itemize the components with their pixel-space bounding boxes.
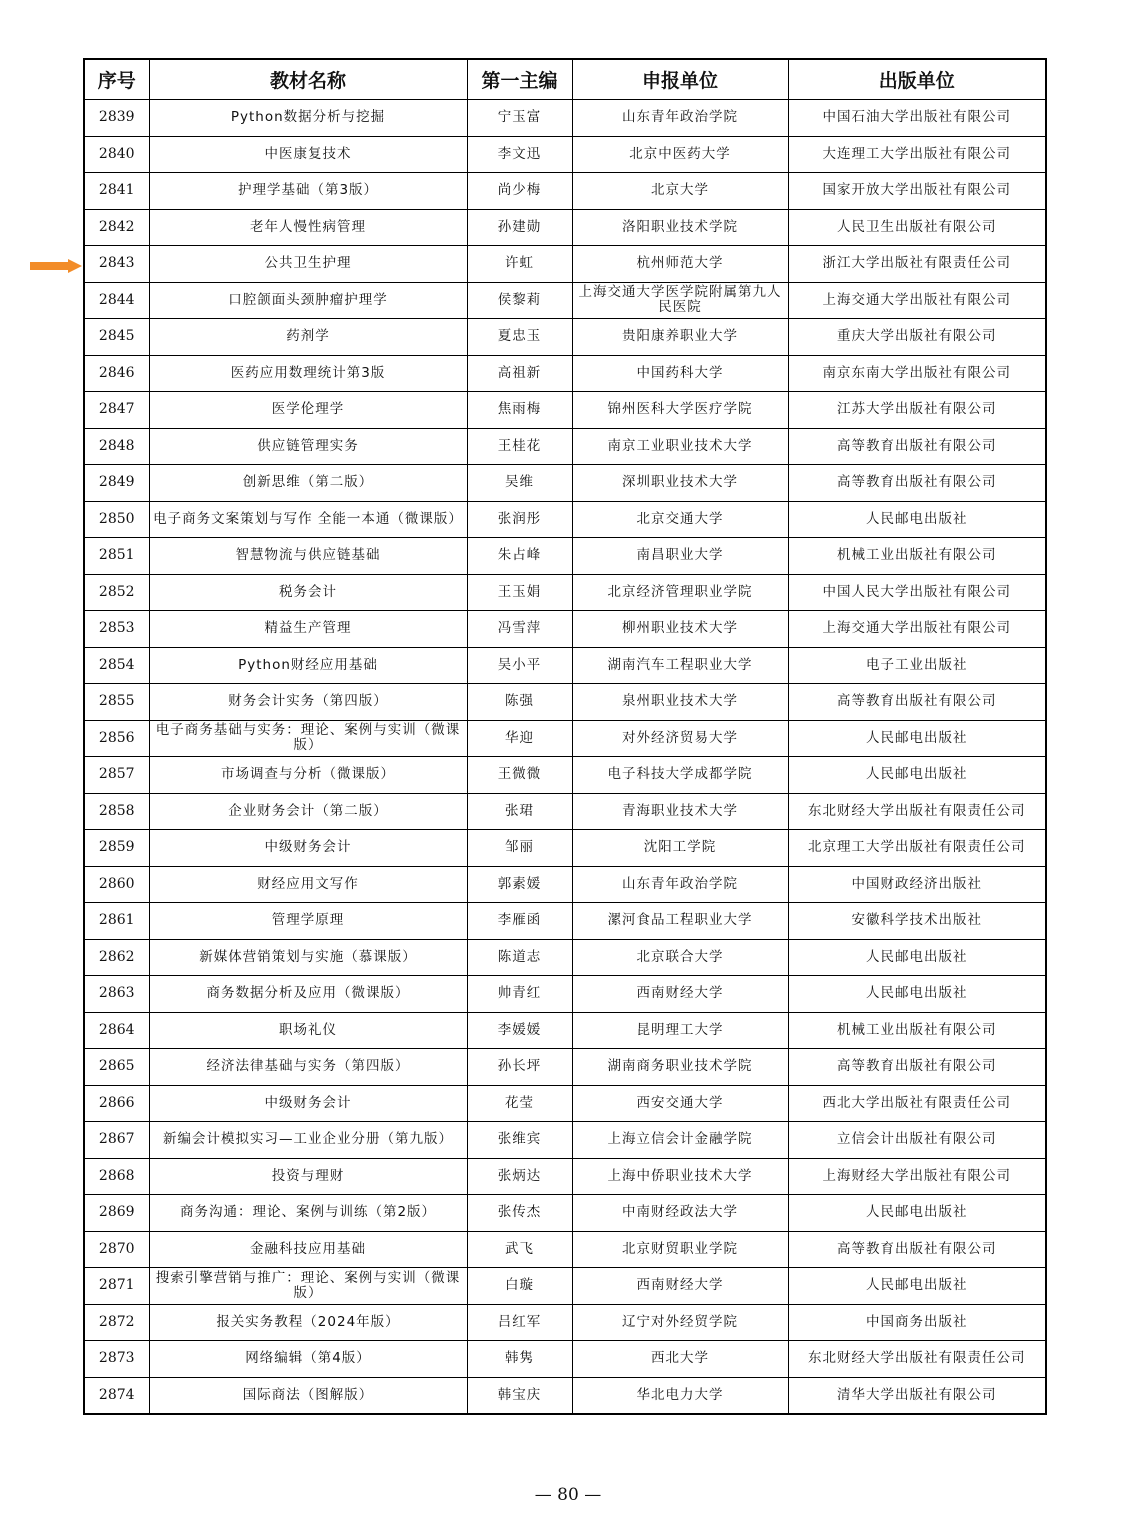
table-row xyxy=(84,282,1046,319)
cell-publisher: 江苏大学出版社有限公司 xyxy=(788,392,1046,429)
cell-editor: 李文迅 xyxy=(467,136,572,173)
cell-editor: 花莹 xyxy=(467,1085,572,1122)
cell-publisher: 南京东南大学出版社有限公司 xyxy=(788,355,1046,392)
cell-seq: 2872 xyxy=(84,1304,149,1341)
cell-applicant: 山东青年政治学院 xyxy=(572,100,788,137)
cell-editor: 王微微 xyxy=(467,757,572,794)
table-row xyxy=(84,1195,1046,1232)
cell-editor: 白璇 xyxy=(467,1268,572,1305)
table-row xyxy=(84,1122,1046,1159)
cell-title: 口腔颌面头颈肿瘤护理学 xyxy=(149,282,467,319)
cell-applicant: 中南财经政法大学 xyxy=(572,1195,788,1232)
cell-applicant: 上海交通大学医学院附属第九人民医院 xyxy=(572,282,788,319)
cell-editor: 帅青红 xyxy=(467,976,572,1013)
cell-title: 护理学基础（第3版） xyxy=(149,173,467,210)
cell-publisher: 东北财经大学出版社有限责任公司 xyxy=(788,1341,1046,1378)
cell-editor: 朱占峰 xyxy=(467,538,572,575)
cell-publisher: 人民邮电出版社 xyxy=(788,501,1046,538)
cell-publisher: 安徽科学技术出版社 xyxy=(788,903,1046,940)
cell-editor: 张传杰 xyxy=(467,1195,572,1232)
cell-editor: 韩宝庆 xyxy=(467,1377,572,1414)
cell-editor: 王桂花 xyxy=(467,428,572,465)
cell-editor: 孙建勋 xyxy=(467,209,572,246)
cell-seq: 2841 xyxy=(84,173,149,210)
cell-applicant: 锦州医科大学医疗学院 xyxy=(572,392,788,429)
cell-applicant: 沈阳工学院 xyxy=(572,830,788,867)
cell-publisher: 立信会计出版社有限公司 xyxy=(788,1122,1046,1159)
cell-title: Python财经应用基础 xyxy=(149,647,467,684)
header-publisher: 出版单位 xyxy=(788,59,1046,100)
cell-editor: 宁玉富 xyxy=(467,100,572,137)
cell-title: 医学伦理学 xyxy=(149,392,467,429)
cell-seq: 2842 xyxy=(84,209,149,246)
cell-title: 供应链管理实务 xyxy=(149,428,467,465)
cell-applicant: 昆明理工大学 xyxy=(572,1012,788,1049)
table-row xyxy=(84,319,1046,356)
cell-seq: 2860 xyxy=(84,866,149,903)
table-row xyxy=(84,355,1046,392)
cell-seq: 2866 xyxy=(84,1085,149,1122)
cell-publisher: 机械工业出版社有限公司 xyxy=(788,538,1046,575)
cell-publisher: 北京理工大学出版社有限责任公司 xyxy=(788,830,1046,867)
cell-seq: 2854 xyxy=(84,647,149,684)
cell-title: 商务沟通：理论、案例与训练（第2版） xyxy=(149,1195,467,1232)
cell-seq: 2852 xyxy=(84,574,149,611)
table-row xyxy=(84,574,1046,611)
cell-seq: 2861 xyxy=(84,903,149,940)
cell-seq: 2845 xyxy=(84,319,149,356)
table-row xyxy=(84,465,1046,502)
cell-applicant: 西南财经大学 xyxy=(572,976,788,1013)
cell-editor: 陈道志 xyxy=(467,939,572,976)
table-body xyxy=(84,100,1046,1415)
cell-applicant: 西南财经大学 xyxy=(572,1268,788,1305)
cell-publisher: 中国人民大学出版社有限公司 xyxy=(788,574,1046,611)
cell-editor: 王玉娟 xyxy=(467,574,572,611)
cell-seq: 2848 xyxy=(84,428,149,465)
header-applicant: 申报单位 xyxy=(572,59,788,100)
cell-publisher: 重庆大学出版社有限公司 xyxy=(788,319,1046,356)
arrow-right-icon xyxy=(30,259,82,273)
cell-editor: 吴维 xyxy=(467,465,572,502)
table-row xyxy=(84,793,1046,830)
cell-title: Python数据分析与挖掘 xyxy=(149,100,467,137)
table-row xyxy=(84,1012,1046,1049)
cell-publisher: 人民邮电出版社 xyxy=(788,1195,1046,1232)
cell-applicant: 西北大学 xyxy=(572,1341,788,1378)
table-row xyxy=(84,501,1046,538)
cell-publisher: 东北财经大学出版社有限责任公司 xyxy=(788,793,1046,830)
cell-editor: 张维宾 xyxy=(467,1122,572,1159)
cell-seq: 2868 xyxy=(84,1158,149,1195)
table-row xyxy=(84,428,1046,465)
cell-applicant: 中国药科大学 xyxy=(572,355,788,392)
cell-publisher: 高等教育出版社有限公司 xyxy=(788,428,1046,465)
cell-applicant: 洛阳职业技术学院 xyxy=(572,209,788,246)
header-row xyxy=(84,59,1046,100)
table-row xyxy=(84,903,1046,940)
table-row xyxy=(84,209,1046,246)
cell-seq: 2857 xyxy=(84,757,149,794)
cell-title: 电子商务文案策划与写作 全能一本通（微课版） xyxy=(149,501,467,538)
cell-publisher: 国家开放大学出版社有限公司 xyxy=(788,173,1046,210)
table-row xyxy=(84,720,1046,757)
cell-editor: 张炳达 xyxy=(467,1158,572,1195)
cell-seq: 2867 xyxy=(84,1122,149,1159)
cell-publisher: 人民卫生出版社有限公司 xyxy=(788,209,1046,246)
cell-applicant: 上海立信会计金融学院 xyxy=(572,1122,788,1159)
cell-seq: 2874 xyxy=(84,1377,149,1414)
cell-publisher: 上海财经大学出版社有限公司 xyxy=(788,1158,1046,1195)
cell-seq: 2844 xyxy=(84,282,149,319)
table-row xyxy=(84,830,1046,867)
cell-editor: 焦雨梅 xyxy=(467,392,572,429)
cell-publisher: 人民邮电出版社 xyxy=(788,939,1046,976)
cell-title: 税务会计 xyxy=(149,574,467,611)
table-row xyxy=(84,866,1046,903)
cell-seq: 2851 xyxy=(84,538,149,575)
cell-publisher: 中国商务出版社 xyxy=(788,1304,1046,1341)
cell-editor: 郭素媛 xyxy=(467,866,572,903)
table-row xyxy=(84,611,1046,648)
cell-applicant: 辽宁对外经贸学院 xyxy=(572,1304,788,1341)
cell-seq: 2870 xyxy=(84,1231,149,1268)
table-row xyxy=(84,538,1046,575)
cell-publisher: 高等教育出版社有限公司 xyxy=(788,1049,1046,1086)
cell-editor: 韩隽 xyxy=(467,1341,572,1378)
cell-seq: 2865 xyxy=(84,1049,149,1086)
cell-title: 中医康复技术 xyxy=(149,136,467,173)
table-row xyxy=(84,939,1046,976)
cell-applicant: 深圳职业技术大学 xyxy=(572,465,788,502)
cell-seq: 2855 xyxy=(84,684,149,721)
cell-seq: 2864 xyxy=(84,1012,149,1049)
cell-editor: 李雁函 xyxy=(467,903,572,940)
cell-seq: 2871 xyxy=(84,1268,149,1305)
cell-applicant: 华北电力大学 xyxy=(572,1377,788,1414)
cell-title: 医药应用数理统计第3版 xyxy=(149,355,467,392)
cell-title: 精益生产管理 xyxy=(149,611,467,648)
cell-title: 管理学原理 xyxy=(149,903,467,940)
table-row xyxy=(84,1085,1046,1122)
cell-title: 中级财务会计 xyxy=(149,1085,467,1122)
cell-applicant: 漯河食品工程职业大学 xyxy=(572,903,788,940)
cell-publisher: 大连理工大学出版社有限公司 xyxy=(788,136,1046,173)
cell-title: 中级财务会计 xyxy=(149,830,467,867)
cell-title: 老年人慢性病管理 xyxy=(149,209,467,246)
cell-applicant: 柳州职业技术大学 xyxy=(572,611,788,648)
cell-publisher: 人民邮电出版社 xyxy=(788,720,1046,757)
cell-editor: 华迎 xyxy=(467,720,572,757)
cell-applicant: 湖南汽车工程职业大学 xyxy=(572,647,788,684)
textbook-table xyxy=(83,58,1047,1415)
cell-title: 财经应用文写作 xyxy=(149,866,467,903)
table-row xyxy=(84,684,1046,721)
cell-title: 职场礼仪 xyxy=(149,1012,467,1049)
cell-publisher: 上海交通大学出版社有限公司 xyxy=(788,611,1046,648)
cell-applicant: 西安交通大学 xyxy=(572,1085,788,1122)
table-row xyxy=(84,100,1046,137)
table-row xyxy=(84,1268,1046,1305)
cell-applicant: 北京中医药大学 xyxy=(572,136,788,173)
cell-publisher: 机械工业出版社有限公司 xyxy=(788,1012,1046,1049)
table-row xyxy=(84,757,1046,794)
table-row xyxy=(84,246,1046,283)
cell-title: 电子商务基础与实务：理论、案例与实训（微课版） xyxy=(149,720,467,757)
cell-title: 智慧物流与供应链基础 xyxy=(149,538,467,575)
cell-seq: 2858 xyxy=(84,793,149,830)
page-number: — 80 — xyxy=(534,1485,602,1505)
cell-editor: 许虹 xyxy=(467,246,572,283)
table-row xyxy=(84,1377,1046,1414)
cell-applicant: 泉州职业技术大学 xyxy=(572,684,788,721)
cell-seq: 2873 xyxy=(84,1341,149,1378)
table-row xyxy=(84,1231,1046,1268)
header-editor: 第一主编 xyxy=(467,59,572,100)
table-header xyxy=(84,59,1046,100)
cell-publisher: 高等教育出版社有限公司 xyxy=(788,684,1046,721)
cell-publisher: 高等教育出版社有限公司 xyxy=(788,1231,1046,1268)
cell-applicant: 贵阳康养职业大学 xyxy=(572,319,788,356)
cell-editor: 陈强 xyxy=(467,684,572,721)
cell-title: 市场调查与分析（微课版） xyxy=(149,757,467,794)
cell-title: 网络编辑（第4版） xyxy=(149,1341,467,1378)
cell-seq: 2869 xyxy=(84,1195,149,1232)
cell-editor: 高祖新 xyxy=(467,355,572,392)
cell-publisher: 中国财政经济出版社 xyxy=(788,866,1046,903)
table-row xyxy=(84,392,1046,429)
cell-seq: 2859 xyxy=(84,830,149,867)
cell-editor: 夏忠玉 xyxy=(467,319,572,356)
cell-title: 经济法律基础与实务（第四版） xyxy=(149,1049,467,1086)
table-row xyxy=(84,1049,1046,1086)
cell-applicant: 青海职业技术大学 xyxy=(572,793,788,830)
table-row xyxy=(84,1158,1046,1195)
table-row xyxy=(84,136,1046,173)
cell-applicant: 杭州师范大学 xyxy=(572,246,788,283)
cell-seq: 2862 xyxy=(84,939,149,976)
cell-seq: 2840 xyxy=(84,136,149,173)
cell-editor: 武飞 xyxy=(467,1231,572,1268)
header-seq: 序号 xyxy=(84,59,149,100)
cell-seq: 2856 xyxy=(84,720,149,757)
cell-title: 投资与理财 xyxy=(149,1158,467,1195)
cell-title: 搜索引擎营销与推广：理论、案例与实训（微课版） xyxy=(149,1268,467,1305)
cell-applicant: 北京财贸职业学院 xyxy=(572,1231,788,1268)
cell-title: 国际商法（图解版） xyxy=(149,1377,467,1414)
cell-editor: 李媛媛 xyxy=(467,1012,572,1049)
cell-applicant: 上海中侨职业技术大学 xyxy=(572,1158,788,1195)
cell-seq: 2849 xyxy=(84,465,149,502)
cell-seq: 2839 xyxy=(84,100,149,137)
cell-publisher: 人民邮电出版社 xyxy=(788,1268,1046,1305)
cell-title: 财务会计实务（第四版） xyxy=(149,684,467,721)
cell-applicant: 北京交通大学 xyxy=(572,501,788,538)
cell-publisher: 人民邮电出版社 xyxy=(788,757,1046,794)
cell-title: 公共卫生护理 xyxy=(149,246,467,283)
cell-editor: 孙长坪 xyxy=(467,1049,572,1086)
cell-title: 报关实务教程（2024年版） xyxy=(149,1304,467,1341)
cell-editor: 吴小平 xyxy=(467,647,572,684)
cell-title: 金融科技应用基础 xyxy=(149,1231,467,1268)
cell-editor: 吕红军 xyxy=(467,1304,572,1341)
cell-editor: 尚少梅 xyxy=(467,173,572,210)
cell-title: 企业财务会计（第二版） xyxy=(149,793,467,830)
cell-applicant: 北京联合大学 xyxy=(572,939,788,976)
cell-publisher: 西北大学出版社有限责任公司 xyxy=(788,1085,1046,1122)
cell-seq: 2853 xyxy=(84,611,149,648)
cell-editor: 张珺 xyxy=(467,793,572,830)
cell-publisher: 清华大学出版社有限公司 xyxy=(788,1377,1046,1414)
cell-editor: 张润彤 xyxy=(467,501,572,538)
cell-applicant: 南昌职业大学 xyxy=(572,538,788,575)
cell-title: 药剂学 xyxy=(149,319,467,356)
cell-applicant: 北京经济管理职业学院 xyxy=(572,574,788,611)
cell-title: 新媒体营销策划与实施（慕课版） xyxy=(149,939,467,976)
cell-publisher: 人民邮电出版社 xyxy=(788,976,1046,1013)
cell-publisher: 浙江大学出版社有限责任公司 xyxy=(788,246,1046,283)
cell-applicant: 南京工业职业技术大学 xyxy=(572,428,788,465)
cell-publisher: 中国石油大学出版社有限公司 xyxy=(788,100,1046,137)
table-row xyxy=(84,647,1046,684)
cell-editor: 冯雪萍 xyxy=(467,611,572,648)
cell-publisher: 高等教育出版社有限公司 xyxy=(788,465,1046,502)
cell-applicant: 北京大学 xyxy=(572,173,788,210)
cell-title: 新编会计模拟实习—工业企业分册（第九版） xyxy=(149,1122,467,1159)
cell-seq: 2850 xyxy=(84,501,149,538)
table-row xyxy=(84,1341,1046,1378)
table-row xyxy=(84,976,1046,1013)
table-row xyxy=(84,1304,1046,1341)
cell-applicant: 对外经济贸易大学 xyxy=(572,720,788,757)
table-row xyxy=(84,173,1046,210)
cell-editor: 邹丽 xyxy=(467,830,572,867)
cell-applicant: 湖南商务职业技术学院 xyxy=(572,1049,788,1086)
cell-publisher: 电子工业出版社 xyxy=(788,647,1046,684)
cell-editor: 侯黎莉 xyxy=(467,282,572,319)
cell-title: 创新思维（第二版） xyxy=(149,465,467,502)
cell-applicant: 电子科技大学成都学院 xyxy=(572,757,788,794)
cell-applicant: 山东青年政治学院 xyxy=(572,866,788,903)
cell-title: 商务数据分析及应用（微课版） xyxy=(149,976,467,1013)
cell-seq: 2863 xyxy=(84,976,149,1013)
cell-seq: 2846 xyxy=(84,355,149,392)
cell-seq: 2847 xyxy=(84,392,149,429)
header-title: 教材名称 xyxy=(149,59,467,100)
cell-publisher: 上海交通大学出版社有限公司 xyxy=(788,282,1046,319)
cell-seq: 2843 xyxy=(84,246,149,283)
